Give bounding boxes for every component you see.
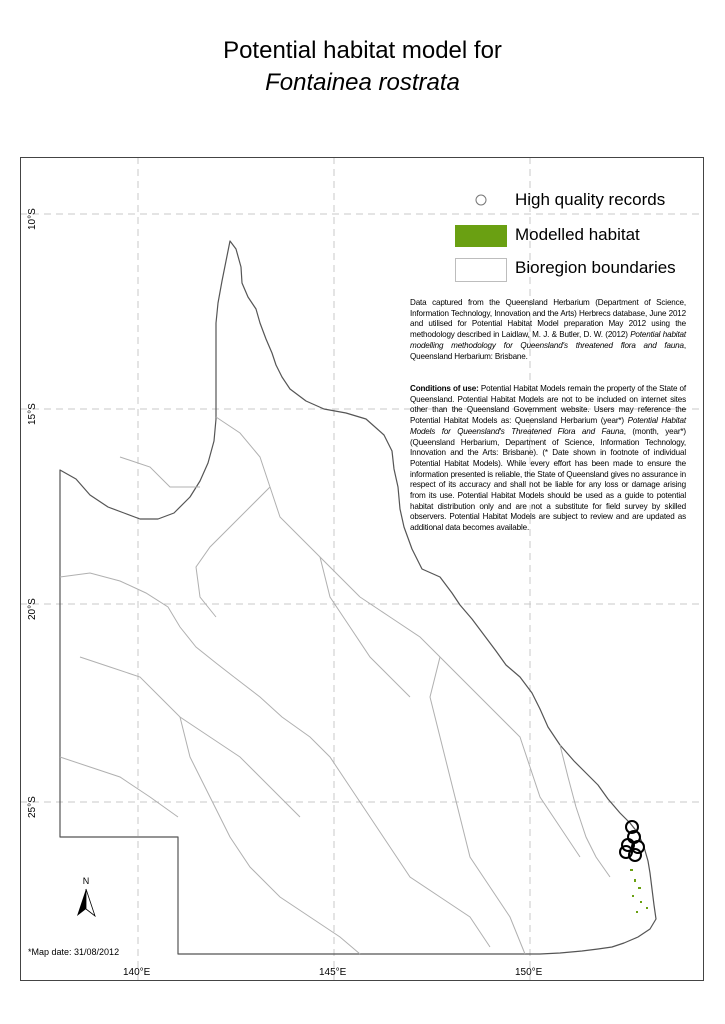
lat-label-20s: 20°S [27, 598, 38, 620]
conditions-text-2: , (month, year*) (Queensland Herbarium, Department of Science, Information Technology, Innovation and the Arts: Brisbane). (* Date shown in footnote of individual Potential Habitat Models). While every effort has been made to ensure the information presented is reliable, the State of Queensland gives no assurance in respect of its accuracy and shall not be liable for any loss or damage arising from its use. Potential Habitat Models should be used as a guide to potential habitat distribution only and are not a substitute for field survey by skilled observers. Potential Habitat Models are subject to review and are updated as additional data becomes available. [410, 426, 686, 533]
lon-label-150e: 150°E [515, 967, 543, 978]
map-date: *Map date: 31/08/2012 [28, 947, 120, 957]
conditions-heading: Conditions of use: [410, 384, 479, 393]
data-source-note [410, 298, 686, 362]
conditions-publication-title: Potential Habitat Models for Queensland's Threatened Flora and Fauna [410, 416, 686, 436]
conditions-text-1: Potential Habitat Models remain the property of the State of Queensland. Potential Habitat Models are not to be included on internet sites other than the Queensland Government website. Users may reference the Potential Habitat Models as: Queensland Herbarium (year*) [410, 384, 687, 426]
habitat-swatch-icon [455, 225, 507, 247]
lon-label-140e: 140°E [123, 967, 151, 978]
north-label: N [82, 876, 90, 886]
species-name: Fontainea rostrata [265, 69, 460, 96]
record-symbol-icon [455, 190, 515, 212]
legend-records-label: High quality records [515, 190, 666, 209]
map-frame [20, 157, 704, 981]
methodology-title: Potential habitat modelling methodology for Queensland's threatened flora and fauna [410, 330, 686, 350]
boundary-swatch-icon [455, 258, 507, 282]
lat-label-25s: 25°S [27, 796, 38, 818]
north-arrow-icon [74, 875, 98, 924]
legend-habitat-label: Modelled habitat [515, 225, 640, 244]
lat-label-15s: 15°S [27, 403, 38, 425]
data-source-text: Data captured from the Queensland Herbarium (Department of Science, Information Technology, Innovation and the Arts) Herbrecs database, June 2012 and utilised for Potential Habitat Model preparation May 2012 using the methodology described in Laidlaw, M. J. & Butler, D. W. (2012) [410, 298, 686, 340]
data-source-end: , Queensland Herbarium: Brisbane. [410, 340, 686, 361]
map-title: Potential habitat model for [223, 37, 502, 64]
lon-label-145e: 145°E [319, 967, 347, 978]
conditions-of-use [410, 384, 686, 534]
lat-label-10s: 10°S [27, 208, 38, 230]
legend-boundaries-label: Bioregion boundaries [515, 258, 676, 277]
